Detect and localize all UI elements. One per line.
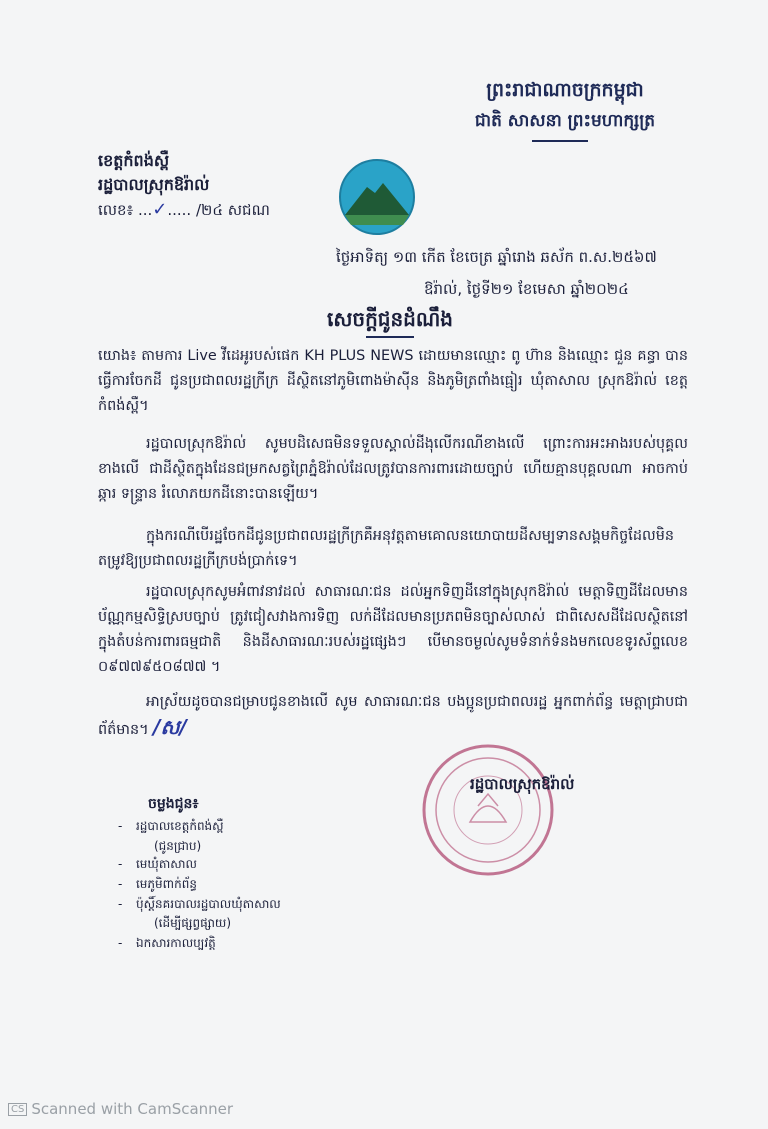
cc-item <box>118 818 224 836</box>
ornament-divider <box>532 140 588 142</box>
reference-suffix: /២៤ សជណ <box>195 201 270 219</box>
bullet-dash: - <box>118 877 123 891</box>
cc-item <box>118 896 281 914</box>
scanner-watermark-text: Scanned with CamScanner <box>31 1100 234 1118</box>
cc-item-note: (ដើម្បីផ្សព្វផ្សាយ) <box>154 916 232 930</box>
reference-number <box>98 199 270 223</box>
district-logo-icon <box>337 157 417 237</box>
camscanner-logo-icon: CS <box>8 1103 27 1116</box>
cc-item-text: មេឃុំតាសាល <box>136 857 197 871</box>
national-motto: ជាតិ សាសនា ព្រះមហាក្សត្រ <box>474 111 656 131</box>
cc-item-text: មេភូមិពាក់ព័ន្ធ <box>136 877 197 891</box>
paragraph-appeal-text: រដ្ឋបាលស្រុកសូមអំពាវនាវដល់ សាធារណៈជន ដល់អ្នកទិញដីនៅក្នុងស្រុកឱរ៉ាល់ មេត្តាទិញដីដែលមានប័ណ្ណកម្មសិទ្ធិស្របច្បាប់ ត្រូវជៀសវាងការទិញ លក់ដីដែលមានប្រភពមិនច្បាស់លាស់ ជាពិសេសដីដែលស្ថិតនៅក្នុងតំបន់ការពារធម្មជាតិ និងដីសាធារណៈរបស់រដ្ឋផ្សេងៗ បើមានចម្ងល់សូមទំនាក់ទំនងមកលេខទូរស័ព្ទលេខ ០៩៧៧៩៥០៨៧៧ ។ <box>98 584 688 675</box>
paragraph-closing <box>98 690 688 743</box>
lunar-date: ថ្ងៃអាទិត្យ ១៣ កើត ខែចេត្រ ឆ្នាំរោង ឆស័ក ព.ស.២៥៦៧ <box>336 248 657 266</box>
paragraph-closing-text: អាស្រ័យដូចបានជម្រាបជូនខាងលើ សូម សាធារណៈជន បងប្អូនប្រជាពលរដ្ឋ អ្នកពាក់ព័ន្ធ មេត្តាជ្រាបជាព័ត៌មាន។ <box>98 694 688 738</box>
bullet-dash: - <box>118 897 123 911</box>
paragraph-appeal <box>98 580 688 680</box>
cc-item-note: (ជូនជ្រាប) <box>154 839 202 853</box>
scanner-watermark <box>8 1100 233 1118</box>
kingdom-heading: ព្រះរាជាណាចក្រកម្ពុជា <box>486 79 644 101</box>
bullet-dash: - <box>118 936 123 950</box>
province-name: ខេត្តកំពង់ស្ពឺ <box>98 151 170 170</box>
official-seal-icon <box>420 742 556 878</box>
title-underline <box>366 336 414 338</box>
cc-item <box>118 876 197 894</box>
reference-dots-2: ..... <box>167 201 192 219</box>
cc-item <box>118 935 216 953</box>
signature-title: រដ្ឋបាលស្រុកឱរ៉ាល់ <box>470 775 575 793</box>
paragraph-policy <box>98 524 688 574</box>
paragraph-rejection-text: រដ្ឋបាលស្រុកឱរ៉ាល់ សូមបដិសេធមិនទទួលស្គាល់ដីងុលើករណីខាងលើ ព្រោះការអះអាងរបស់បុគ្គលខាងលើ ជាដីស្ថិតក្នុងដែនជម្រកសត្វព្រៃភ្នំឱរ៉ាល់ដែលត្រូវបានការពារដោយច្បាប់ ហើយគ្មានបុគ្គលណា អាចកាប់ឆ្ការ ទន្ទ្រាន រំលោភយកដីនោះបានឡើយ។ <box>98 436 688 502</box>
notice-title: សេចក្តីជូនដំណឹង <box>327 307 453 331</box>
cc-item <box>118 856 197 874</box>
bullet-dash: - <box>118 819 123 833</box>
cc-item-text: រដ្ឋបាលខេត្តកំពង់ស្ពឺ <box>136 819 224 833</box>
district-administration: រដ្ឋបាលស្រុកឱរ៉ាល់ <box>98 175 210 194</box>
reference-dots: ... <box>137 201 153 219</box>
cc-item-text: ប៉ុស្តិ៍នគរបាលរដ្ឋបាលឃុំតាសាល <box>136 897 281 911</box>
reference-prefix: លេខ៖ <box>98 201 134 219</box>
paragraph-rejection <box>98 432 688 507</box>
checkmark-icon: ✓ <box>152 199 168 220</box>
handwritten-sign-mark: /ស/ <box>153 715 187 739</box>
cc-item-text: ឯកសារកាលប្បវត្តិ <box>136 936 216 950</box>
cc-title: ចម្លងជូន៖ <box>148 796 199 812</box>
paragraph-reference: យោង៖ តាមការ Live វីដេអូរបស់ផេក KH PLUS NEWS ដោយមានឈ្មោះ ពូ ហ៊ាន និងឈ្មោះ ជួន គន្ធា បានធ្វើការចែកដី ជូនប្រជាពលរដ្ឋក្រីក្រ ដីស្ថិតនៅភូមិពោងម៉ាស៊ីន និងភូមិត្រពាំងធ្មៀរ ឃុំតាសាល ស្រុកឱរ៉ាល់ ខេត្តកំពង់ស្ពឺ។ <box>98 348 688 414</box>
solar-date: ឱរ៉ាល់, ថ្ងៃទី២១ ខែមេសា ឆ្នាំ២០២៤ <box>424 280 629 298</box>
paragraph-policy-text: ក្នុងករណីបើរដ្ឋចែកដីជូនប្រជាពលរដ្ឋក្រីក្រគឺអនុវត្តតាមគោលនយោបាយដីសម្បទានសង្គមកិច្ចដែលមិនតម្រូវឱ្យប្រជាពលរដ្ឋក្រីក្របង់ប្រាក់ទេ។ <box>98 528 674 569</box>
bullet-dash: - <box>118 857 123 871</box>
